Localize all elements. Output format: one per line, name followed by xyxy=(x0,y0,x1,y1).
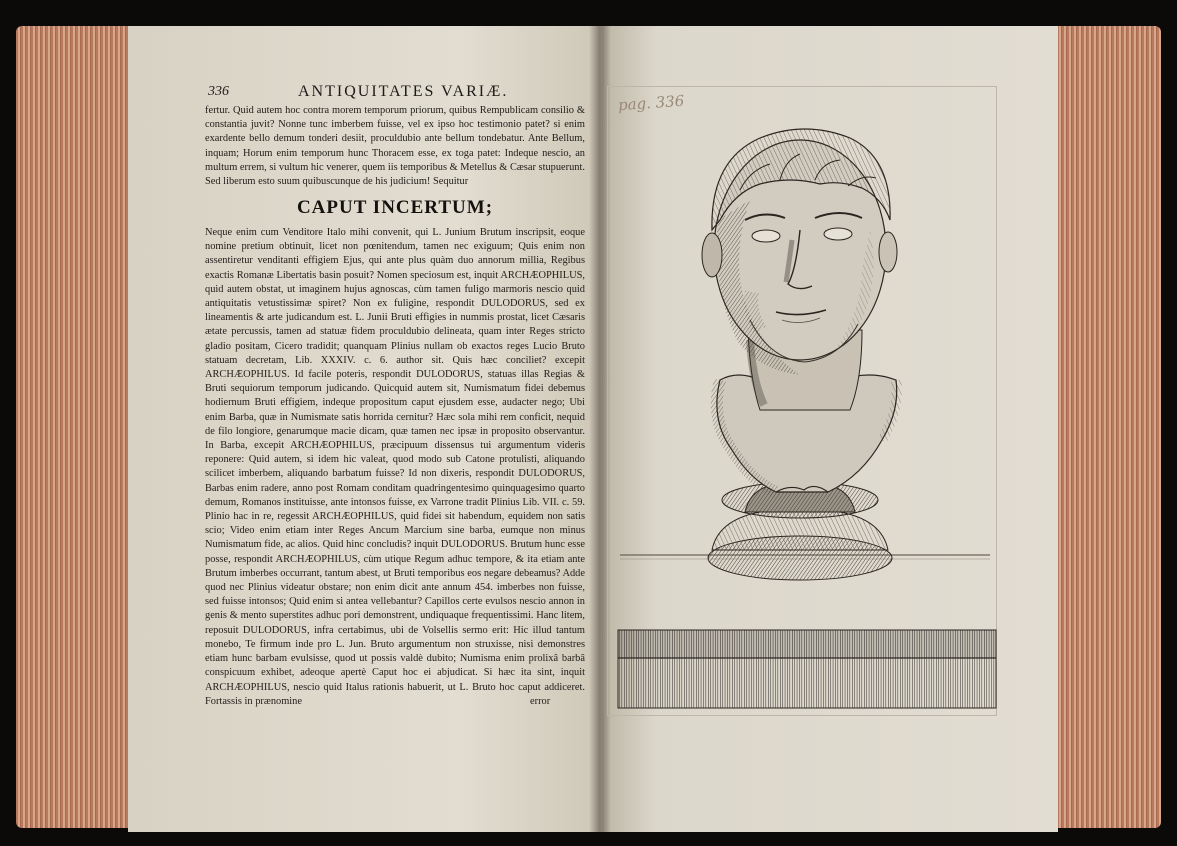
catchword: error xyxy=(530,696,551,707)
left-page-edges xyxy=(16,26,134,828)
running-head-title: ANTIQUITATES VARIÆ. xyxy=(298,83,509,100)
bust-left-eye xyxy=(752,230,780,242)
bust-right-eye xyxy=(824,228,852,240)
running-header xyxy=(208,84,588,104)
paragraph-1: fertur. Quid autem hoc contra morem temporum priorum, quibus Rempublicam consilio & constantia juvit? Nonne tunc imberbem fuisse, vel ex ipso hoc testimonio patet? si enim exardente bello demum tonderi desiit, proculdubio ante bellum tondebatur. Ante Bellum, inquam; Horum enim temporum hunc Thoracem esse, ex toga patet: Indeque nescio, an multum errem, si vultum hic venerer, quem iis temporibus & Metellus & Cæsar stupuerunt. Sed liberum esto suum quibuscunque de his judicium! Sequitur xyxy=(205,105,585,188)
section-title: CAPUT INCERTUM; xyxy=(296,197,494,218)
paragraph-2: Neque enim cum Venditore Italo mihi convenit, qui L. Junium Brutum inscripsit, eoque nomine pretium obtinuit, licet non pœnitendum, tamen nec exiguum; Quis enim non assentiretur venditanti effigiem Ejus, qui ante plus quàm duo annorum millia, Regibus exactis Romanæ Libertatis basin posuit? Nomen speciosum est, inquit ARCHÆOPHILUS, quid autem obstat, ut imaginem hujus agnoscas, cùm tamen fuligo marmoris nescio quid antiquitatis vetustissimæ spiret? Non ex fuligine, respondit DULODORUS, sed ex lineamentis & arte judicandum est. L. Junii Bruti effigies in nummis prostat, licet Cæsaris ætate percussis, tamen ad statuæ fidem proculdubio delineata, quam inter Reges stricto gladio positam, Cicero tradidit; quanquam Plinius nullam ob exactos reges Lucio Bruto statuam decretam, Lib. XXXIV. c. 6. author sit. Quis hæc conciliet? excepit ARCHÆOPHILUS. Id facile poteris, respondit DULODORUS, statuas illas Regias & Bruti sequiorum temporum judicando. Quicquid autem sit, Numismatum fidei debemus hodiernum Bruti effigiem, indeque propositum caput ejusdem esse, audacter nego; Ubi enim Barba, quæ in Numismate satis horrida cernitur? Hæc sola mihi rem conficit, nequid de filo longiore, genarumque macie dicam, quæ tamen nec ipsæ in proposito observantur. In Barba, excepit ARCHÆOPHILUS, præcipuum dissensus tui argumentum videris reponere: Quid autem, si idem hic valeat, quod modo sub Catone protulisti, aliquando scilicet imberbem, aliquando barbatum fuisse? Id non dixeris, respondit DULODORUS, Barbas enim radere, anno post Romam conditam quadringentesimo quinquagesimo quarto demum, Romanos instituisse, ante intonsos fuisse, ex Varrone tradit Plinius Lib. VII. c. 59. Plinio hac in re, regessit ARCHÆOPHILUS, quid fidei sit habendum, equidem non satis scio; Video enim etiam inter Reges Ancum Marcium sine barba, eumque non minus Numismatum fide, ac alios. Quid hinc concludis? inquit DULODORUS. Brutum hunc esse posse, respondit ARCHÆOPHILUS, cùm utique Regum adhuc tempore, & ita etiam ante Brutum imberbes occurrant, tantum abest, ut Bruti temporibus eos negare debeamus? Adde quod nec Plinius videatur obstare; non enim dicit ante annum 454. imberbes non fuisse, sed fuisse intonsos; Quid enim si antea vellebantur? Capillos certe evulsos nescio annon in genis & mento superstites adhuc pori demonstrent, undiquaque frequentissimi. Hanc litem, reposuit DULODORUS, infra certabimus, ubi de Volsellis sermo erit: Hic illud tantum monebo, Te firmum inde pro L. Jun. Bruto argumentum non struxisse, nisi demonstres etiam hunc barbam evulsisse, quod ut possis valdè dubito; Numisma enim prolixâ barbâ conspicuum exhibet, adeoque apertè Caput hoc ei abjudicat. Si hæc ita sint, inquit ARCHÆOPHILUS, nescio quid Italus rationis habuerit, ut L. Bruto hoc caput addiceret. Fortassis in prænomine xyxy=(205,227,585,707)
right-page-edges xyxy=(1057,26,1161,828)
engraved-bust-plate xyxy=(600,80,1000,720)
page-number: 336 xyxy=(208,84,229,99)
handwritten-page-note: pag. 336 xyxy=(617,91,685,115)
